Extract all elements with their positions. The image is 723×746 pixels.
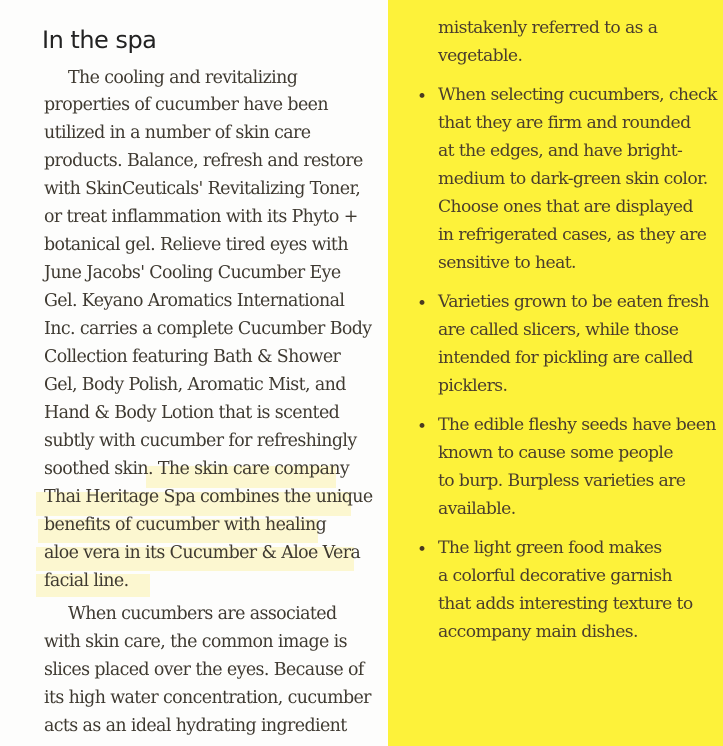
bullet-icon: • [417,417,428,437]
paragraph-line: Gel, Body Polish, Aromatic Mist, and [44,375,346,395]
section-heading: In the spa [42,26,157,54]
sidebar-line: that they are firm and rounded [438,113,691,133]
sidebar-line: accompany main dishes. [438,622,638,642]
sidebar-line: known to cause some people [438,443,673,463]
sidebar-line: to burp. Burpless varieties are [438,471,686,491]
paragraph-line: slices placed over the eyes. Because of [44,660,364,680]
paragraph-line: facial line. [44,571,129,591]
bullet-icon: • [417,87,428,107]
sidebar-line: that adds interesting texture to [438,594,693,614]
sidebar-line: Choose ones that are displayed [438,197,693,217]
sidebar-line: medium to dark-green skin color. [438,169,708,189]
sidebar-line: sensitive to heat. [438,253,576,273]
paragraph-line: products. Balance, refresh and restore [44,151,363,171]
paragraph-line: Hand & Body Lotion that is scented [44,403,340,423]
paragraph-line: its high water concentration, cucumber [44,688,371,708]
sidebar-line: a colorful decorative garnish [438,566,673,586]
paragraph-line: Gel. Keyano Aromatics International [44,291,345,311]
sidebar-line: The edible fleshy seeds have been [438,415,716,435]
paragraph-line: or treat inflammation with its Phyto + [44,207,358,227]
sidebar-line: intended for pickling are called [438,348,693,368]
paragraph-line: When cucumbers are associated [68,604,337,624]
paragraph-line: acts as an ideal hydrating ingredient [44,716,347,736]
paragraph-line: aloe vera in its Cucumber & Aloe Vera [44,543,361,563]
sidebar-line: The light green food makes [438,538,662,558]
paragraph-line: Inc. carries a complete Cucumber Body [44,319,372,339]
sidebar-line: mistakenly referred to as a [438,18,658,38]
paragraph-line: soothed skin. The skin care company [44,459,350,479]
paragraph-line: Collection featuring Bath & Shower [44,347,341,367]
paragraph-line: The cooling and revitalizing [68,68,298,88]
sidebar-line: Varieties grown to be eaten fresh [438,292,709,312]
sidebar-line: in refrigerated cases, as they are [438,225,707,245]
bullet-icon: • [417,294,428,314]
sidebar-line: picklers. [438,376,508,396]
sidebar-line: at the edges, and have bright- [438,141,683,161]
paragraph-line: Thai Heritage Spa combines the unique [44,487,373,507]
sidebar-line: vegetable. [438,46,523,66]
sidebar-line: When selecting cucumbers, check [438,85,717,105]
sidebar-line: are called slicers, while those [438,320,679,340]
paragraph-line: with SkinCeuticals' Revitalizing Toner, [44,179,361,199]
paragraph-line: utilized in a number of skin care [44,123,311,143]
paragraph-line: subtly with cucumber for refreshingly [44,431,357,451]
paragraph-line: June Jacobs' Cooling Cucumber Eye [44,263,341,283]
paragraph-line: benefits of cucumber with healing [44,515,327,535]
bullet-icon: • [417,540,428,560]
paragraph-line: botanical gel. Relieve tired eyes with [44,235,348,255]
paragraph-line: with skin care, the common image is [44,632,347,652]
paragraph-line: properties of cucumber have been [44,95,328,115]
sidebar-line: available. [438,499,516,519]
